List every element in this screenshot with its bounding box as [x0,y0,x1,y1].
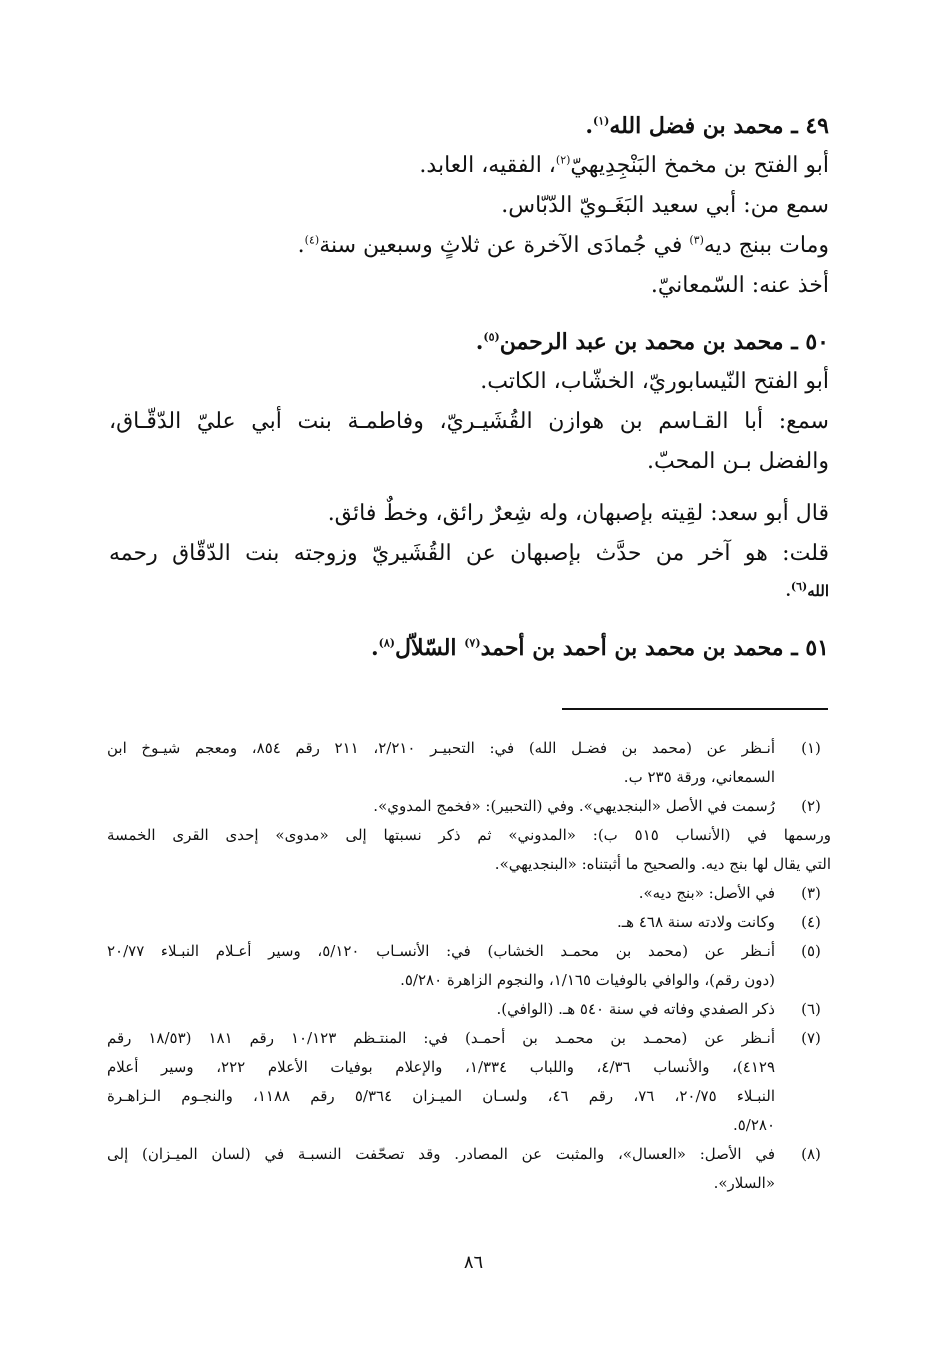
entry-heading [109,106,829,146]
footnote [107,1140,831,1198]
line-text: أبو الفتح بن مخمخ البَنْجِدِيهيّ [570,153,829,178]
footnote-line: وكانت ولادته سنة ٤٦٨ هـ. [616,913,775,931]
heading-end: . [585,113,593,139]
footnote-line: أنـظر عن (محمـد بن محمـد بن أحمـد) في: المنتـظم ١٠/١٢٣ رقم ١٨١ (١٨/٥٣ رقم [107,1029,776,1047]
line-tail: ، الفقيه، العابد. [419,153,556,178]
line-text: الله [807,582,829,600]
footnote-number: (٢) [801,797,821,815]
footnote-line: «السلار». [713,1174,775,1192]
footnote-line: أنـظر عن (محمد بن محمـد الخشاب) في: الأنسـاب ٥/١٢٠، وسير أعـلام النبـلاء ٢٠/٧٧ [107,942,776,960]
line-text: قلت: هو آخر من حدَّث بإصبهان عن القُشَيريّ وزوجته بنت الدّقّاق رحمه [109,541,829,566]
footnote-number: (٧) [801,1029,821,1047]
footnote-ref: (٥) [483,330,500,344]
line-text: والفضل بـن المحبّ. [647,449,829,474]
footnote-ref: (٦) [790,580,808,593]
entry-heading [109,628,829,668]
footnote-line: التي يقال لها بنج ديه. والصحيح ما أثبتناه: «البنجديهي». [494,855,831,873]
footnote-number: (٥) [801,942,821,960]
footnote-separator [562,708,828,710]
footnote-ref: (٤) [304,233,320,247]
heading-tail: السّلاّل [394,635,465,661]
footnote-line: (دون رقم)، والوافي بالوفيات ١/١٦٥، والنجوم الزاهرة ٥/٢٨٠. [400,971,775,989]
line-text: سمع من: أبي سعيد البَغَـويّ الدّبّاس. [501,193,829,218]
heading-text: ٥٠ ـ محمد بن محمد بن عبد الرحمن [499,329,829,355]
footnote [107,995,831,1024]
line-text: أخذ عنه: السّمعانيّ. [650,273,829,298]
entry-51 [109,628,829,668]
footnote-ref: (٢) [555,153,571,167]
footnote-number: (٣) [801,884,821,902]
footnote-line: النبـلاء ٢٠/٧٥، ٧٦، رقم ٤٦، ولسـان الميـزان ٥/٣٦٤ رقم ١١٨٨، والنجـوم الـزاهـرة [107,1087,776,1105]
footnote-line: ٥/٢٨٠. [732,1116,775,1134]
footnote-line: ذكر الصفدي وفاته في سنة ٥٤٠ هـ. (الوافي). [496,1000,775,1018]
footnote [107,792,831,821]
heading-text: ٤٩ ـ محمد بن فضل الله [609,113,829,139]
entry-line [109,442,829,482]
entry-line [109,362,829,402]
footnote-number: (٨) [801,1145,821,1163]
entry-50 [109,322,829,482]
line-tail: . [297,233,305,258]
page-number: ٨٦ [463,1252,484,1273]
quote-line [109,574,829,608]
footnote-line: ورسمها في (الأنساب ٥١٥ ب): «المدوني» ثم ذكر نسبتها إلى «مدوى» إحدى القرى الخمسة [107,826,832,844]
footnote-ref: (٣) [689,233,704,247]
entry-line [109,402,829,442]
footnote-ref: (٧) [464,636,481,650]
quote-line [109,494,829,534]
entry-line [109,266,829,306]
footnote-line: في الأصل: «العسال»، والمثبت عن المصادر. وقد تصحّفت النسبـة في (لسان الميـزان) إلى [107,1145,775,1163]
footnote-number: (١) [801,739,821,757]
footnote-line: في الأصل: «بنج ديه». [638,884,775,902]
footnote-line: رُسمت في الأصل «البنجديهي». وفي (التحبير): «فخمج المدوي». [373,797,775,815]
footnote-ref: (٨) [378,636,395,650]
footnote [107,937,831,995]
footnote-line: أنـظر عن (محمد بن فضـل الله) في: التحبيـر ٢/٢١٠، ٢١١ رقم ٨٥٤، ومعجم شيـوخ ابن [107,739,776,757]
footnote [107,879,831,908]
footnote [107,908,831,937]
footnote [107,734,831,792]
line-text: أبو الفتح النّيسابوريّ، الخشّاب، الكاتب. [480,369,829,394]
heading-end: . [370,635,379,661]
entry-50-quote [109,494,829,608]
line-tail: . [785,582,791,600]
footnote-number: (٤) [801,913,821,931]
footnote-line: ٤١٢٩)، والأنساب ٤/٣٦، واللباب ١/٣٣٤، والإعلام بوفيات الأعلام ٢٢٢، وسير أعلام [107,1058,776,1076]
line-text: سمع: أبا القـاسم بن هوازن القُشَيـريّ، وفاطمـة بنت أبي عليّ الدّقّـاق، [109,409,829,434]
quote-line [109,534,829,574]
entry-line [109,146,829,186]
footnote-continuation [107,821,831,879]
line-text: ومات ببنج ديه [703,233,829,258]
entry-heading [109,322,829,362]
heading-text: ٥١ ـ محمد بن محمد بن أحمد بن أحمد [480,635,829,661]
line-text: قال أبو سعد: لقِيته بإصبهان، وله شِعرٌ رائق، وخطٌ فائق. [327,501,829,526]
footnotes [107,734,831,1198]
footnote [107,1024,831,1140]
footnote-ref: (١) [592,114,610,128]
footnote-number: (٦) [801,1000,821,1018]
footnote-line: السمعاني، ورقة ٢٣٥ ب. [623,768,775,786]
entry-line [109,186,829,226]
line-tail: في جُمادَى الآخرة عن ثلاثٍ وسبعين سنة [319,233,690,258]
heading-end: . [475,329,484,355]
entry-line [109,226,829,266]
entry-49 [109,106,829,306]
